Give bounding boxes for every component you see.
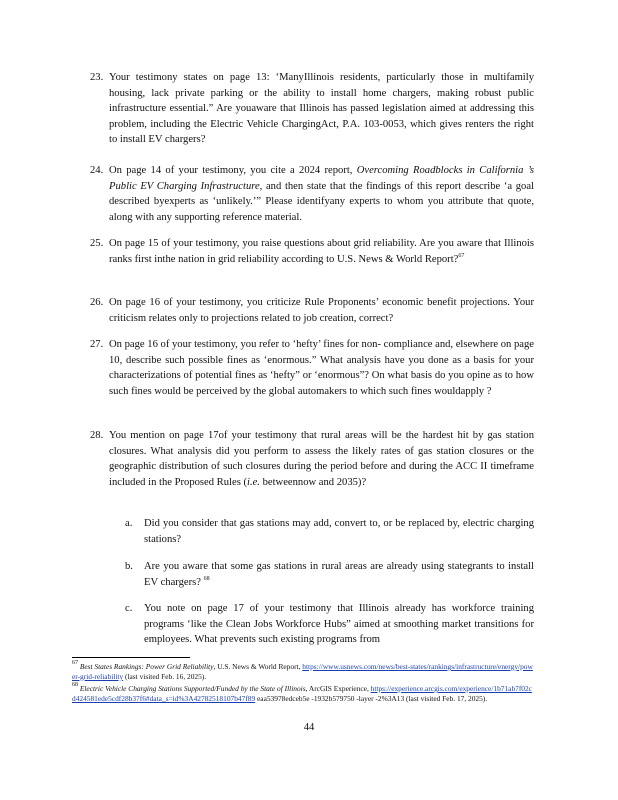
ie-abbrev: i.e. <box>247 476 260 488</box>
subquestion-c <box>125 601 534 648</box>
question-text <box>109 163 534 225</box>
question-text <box>109 428 534 490</box>
question-28 <box>90 428 534 490</box>
question-number: 27. <box>90 339 104 350</box>
footnote-67 <box>72 662 534 681</box>
question-number: 25. <box>90 238 104 249</box>
footnote-68 <box>72 684 534 703</box>
footnote-source: , U.S. News & World Report, <box>213 662 301 671</box>
subquestion-b <box>125 559 534 590</box>
footnote-link-tail: eaa53978edceb5e -1932b579750 -layer -2%3A13 <box>257 693 405 703</box>
subquestion-text <box>144 559 534 590</box>
question-text-tail: , and then state that the findings of this report describe ‘a goal described byexperts as ‘unlikely.’” Please identifyany experts to whom you attribute that quote, along with any supporting reference material. <box>109 180 534 223</box>
question-23 <box>90 70 534 148</box>
subquestion-letter: b. <box>125 561 133 572</box>
question-text <box>109 236 534 267</box>
footnote-ref[interactable]: 67 <box>458 252 465 259</box>
question-text: On page 16 of your testimony, you criticize Rule Proponents’ economic benefit projections. Your criticism relates only to projections related to job creation, correct? <box>109 297 534 324</box>
question-27 <box>90 337 534 399</box>
question-number: 24. <box>90 165 104 176</box>
subquestion-text: You note on page 17 of your testimony that Illinois already has workforce training programs ‘like the Clean Jobs Workforce Hubs” aimed at smoothing market transitions for employees. What prevents such existing programs from <box>144 603 534 646</box>
subquestion-letter: a. <box>125 518 133 529</box>
report-title: Overcoming Roadblocks in California ’s Public EV Charging Infrastructure <box>109 165 534 192</box>
subquestion-a <box>125 516 534 547</box>
question-text-lead: You mention on page 17of your testimony that rural areas will be the hardest hit by gas station closures. What analysis did you perform to assess the likely rates of gas station closures or the geographic distribution of such closures during the period before and during the ACC II timeframe included in the Proposed Rules ( <box>109 430 534 488</box>
footnote-link[interactable]: https://www.usnews.com/news/best-states/rankings/infrastructure/energy/power-grid-reliability <box>72 662 533 681</box>
question-text-tail: betweennow and 2035)? <box>259 476 367 488</box>
subquestion-text-main: Are you aware that some gas stations in rural areas are already using stategrants to install EV chargers? <box>144 561 534 588</box>
question-text: On page 16 of your testimony, you refer to ‘hefty’ fines for non- compliance and, elsewhere on page 10, describe such possible fines as ‘enormous.” What analysis have you done as a basis for your characterizations of potential fines as ‘hefty” or ‘enormous”? On what basis do you opine as to how such fines would be perceived by the global automakers to which such fines wouldapply ? <box>109 339 534 397</box>
footnote-link[interactable]: https://experience.arcgis.com/experience/1b71ab7f02cd424581ede5cdf28b37f6#data_s=id%3A42782518107b47f89 <box>72 684 532 703</box>
footnote-source: , ArcGIS Experience, <box>305 684 369 693</box>
question-24 <box>90 163 534 225</box>
footnote-ref[interactable]: 68 <box>203 575 210 582</box>
footnote-mark: 67 <box>72 660 78 666</box>
footnote-visited: (last visited Feb. 17, 2025). <box>406 693 488 703</box>
question-number: 26. <box>90 297 104 308</box>
question-25 <box>90 236 534 267</box>
page-number: 44 <box>303 722 315 733</box>
footnote-separator <box>72 657 190 658</box>
footnote-title: Best States Rankings: Power Grid Reliability <box>79 662 214 671</box>
footnote-mark: 68 <box>72 682 78 688</box>
question-26 <box>90 295 534 326</box>
question-text-main: On page 15 of your testimony, you raise questions about grid reliability. Are you aware that Illinois ranks first inthe nation in grid reliability according to U.S. News & World Report? <box>109 238 534 265</box>
footnote-title: Electric Vehicle Charging Stations Supported/Funded by the State of Illinois <box>79 684 306 693</box>
footnote-visited: (last visited Feb. 16, 2025). <box>125 671 207 681</box>
question-number: 23. <box>90 72 104 83</box>
subquestion-letter: c. <box>125 603 133 614</box>
question-text-lead: On page 14 of your testimony, you cite a 2024 report, <box>109 165 353 176</box>
question-text: Your testimony states on page 13: ‘ManyIllinois residents, particularly those in multifamily housing, lack private parking or the ability to install home chargers, making robust public infrastructure essential.” Are youaware that Illinois has passed legislation aimed at addressing this problem, including the Electric Vehicle ChargingAct, P.A. 103-0053, which gives renters the right to install EV chargers? <box>109 72 534 146</box>
question-number: 28. <box>90 430 104 441</box>
subquestion-text: Did you consider that gas stations may add, convert to, or be replaced by, electric charging stations? <box>144 518 534 545</box>
